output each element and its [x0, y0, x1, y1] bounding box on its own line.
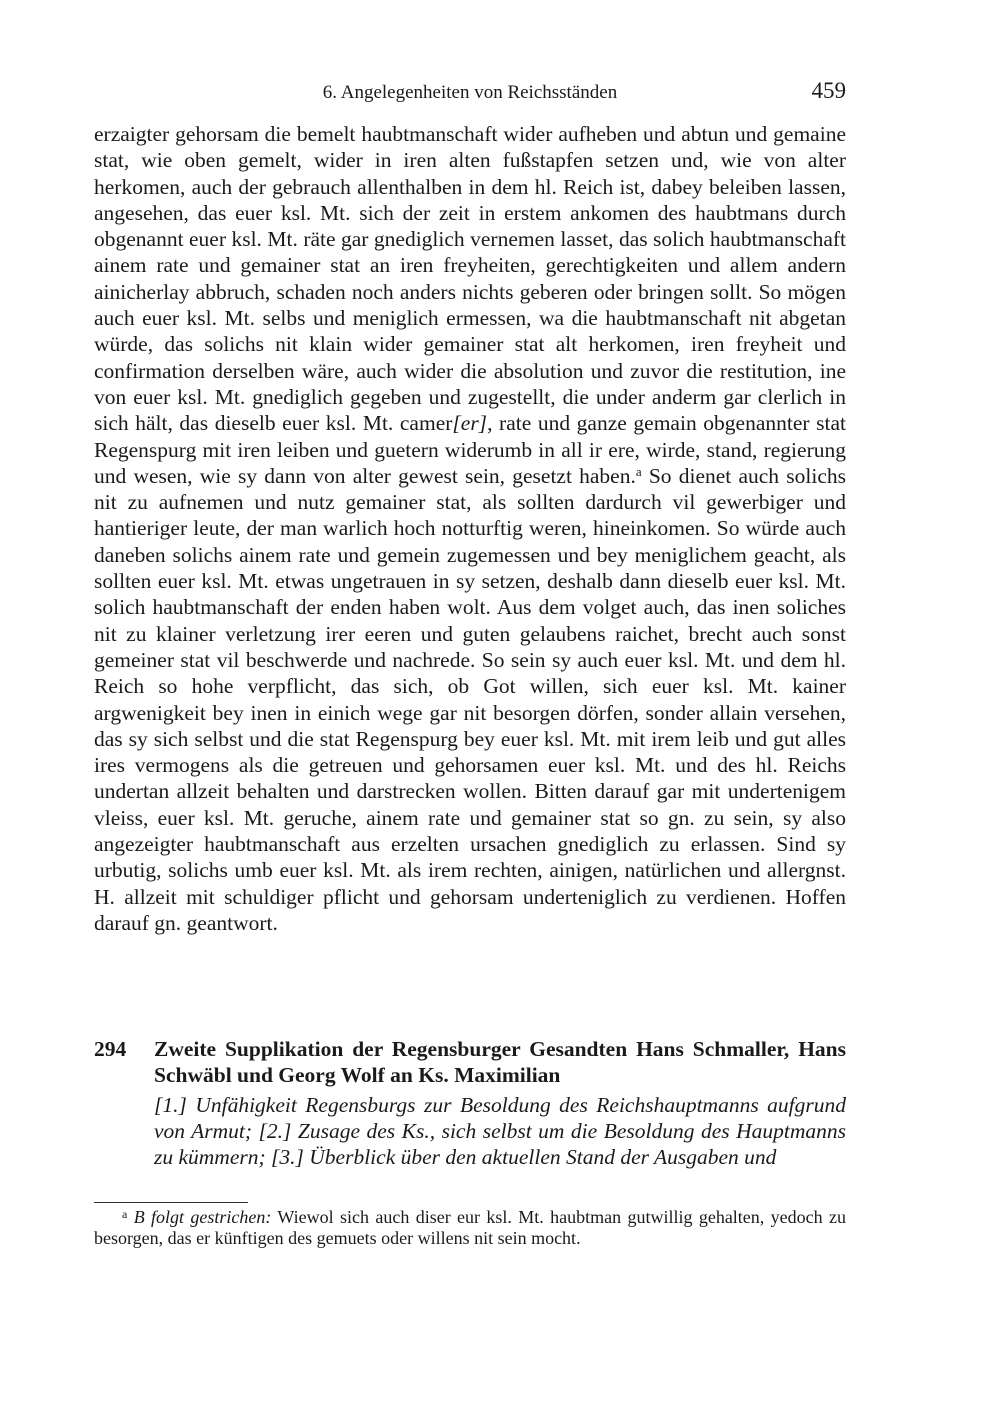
document-number: 294: [94, 1037, 127, 1061]
document-summary: [1.] Unfähigkeit Regensburgs zur Besoldung des Reichshauptmanns aufgrund von Armut; [2.] Zusage des Ks., sich selbst um die Besoldung des Hauptmanns zu kümmern; [3.] Überblick über den aktuellen Stand der Ausgaben und: [154, 1093, 846, 1169]
footnote-reference[interactable]: a: [635, 463, 642, 479]
document-title: Zweite Supplikation der Regensburger Gesandten Hans Schmaller, Hans Schwäbl und Georg Wolf an Ks. Maximilian: [154, 1037, 846, 1087]
footnote-label: B folgt gestrichen:: [133, 1207, 272, 1227]
running-title: 6. Angelegenheiten von Reichsständen: [322, 82, 618, 103]
page-number: 459: [811, 78, 846, 103]
page-header: [94, 80, 846, 110]
body-paragraph: [94, 121, 846, 936]
footnote: [94, 1207, 846, 1249]
document-entry: [94, 1036, 846, 1170]
editorial-insertion: [er]: [452, 411, 488, 436]
footnote-mark: a: [122, 1207, 128, 1221]
footnote-text: Wiewol sich auch diser eur ksl. Mt. haubtman gutwillig gehalten, yedoch zu besorgen, das er künftigen des gemuets oder willens nit sein mocht.: [94, 1207, 846, 1248]
body-text-part-3: So dienet auch solichs nit zu aufnemen und nutz gemainer stat, als sollten dardurch vil gewerbiger und hantieriger leute, der man warlich hoch notturftig weren, hineinkomen. So würde auch daneben solichs ainem rate und gemein zugemessen und bey meniglichem geacht, als sollten euer ksl. Mt. etwas ungetrauen in sy setzen, deshalb dann dieselb euer ksl. Mt. solich haubtmanschaft der enden haben wolt. Aus dem volget auch, das inen soliches nit zu klainer verletzung irer eeren und guten gelaubens raichet, brecht auch sonst gemeiner stat vil beschwerde und nachrede. So sein sy auch euer ksl. Mt. und dem hl. Reich so hohe verpflicht, das sich, ob Got willen, sich euer ksl. Mt. kainer argwenigkeit bey inen in einich wege gar nit besorgen dörfen, sonder allain versehen, das sy sich selbst und die stat Regenspurg bey euer ksl. Mt. mit irem leib und gut alles ires vermogens als die getreuen und gehorsamen euer ksl. Mt. und des hl. Reichs undertan allzeit behalten und darstrecken wollen. Bitten darauf gar mit undertenigem vleiss, euer ksl. Mt. geruche, ainem rate und gemainer stat so gn. zu sein, sy also angezeigter haubtmanschaft aus erzelten ursachen gnediglich zu erlassen. Sind sy urbutig, solichs umb euer ksl. Mt. als irem rechten, ainigen, natürlichen und allergnst. H. allzeit mit schuldiger pflicht und gehorsam underteniglich zu verdienen. Hoffen darauf gn. geantwort.: [94, 463, 846, 935]
footnote-divider: [94, 1202, 248, 1203]
body-text-part-1: erzaigter gehorsam die bemelt haubtmanschaft wider aufheben und abtun und gemaine stat, wie oben gemelt, wider in iren alten fußstapfen setzen und, wie von alter herkomen, auch der gebrauch allenthalben in dem hl. Reich ist, dabey beleiben lassen, angesehen, das euer ksl. Mt. sich der zeit in erstem ankomen des haubtmans durch obgenannt euer ksl. Mt. räte gar gnediglich vernemen lasset, das solich haubtmanschaft ainem rate und gemainer stat an iren freyheiten, gerechtigkeiten und allem andern ainicherlay abbruch, schaden noch anders nichts geberen oder bringen sollt. So mögen auch euer ksl. Mt. selbs und meniglich ermessen, wa die haubtmanschaft nit abgetan würde, das solichs nit klain wider gemainer stat alt herkomen, iren freyheit und confirmation derselben wäre, auch wider die absolution und zuvor die restitution, ine von euer ksl. Mt. gnediglich gegeben und zugestellt, die under anderm gar clerlich in sich hält, das dieselb euer ksl. Mt. camer: [94, 122, 846, 436]
body-text: [94, 121, 846, 936]
document-heading: [94, 1036, 846, 1088]
body-text-part-2: , rate und ganze gemain obgenannter stat Regenspurg mit iren leiben und guetern widerumb in all ir ere, wirde, stand, regierung und wesen, wie sy dann von alter gewest sein, gesetzt haben.: [94, 411, 846, 488]
